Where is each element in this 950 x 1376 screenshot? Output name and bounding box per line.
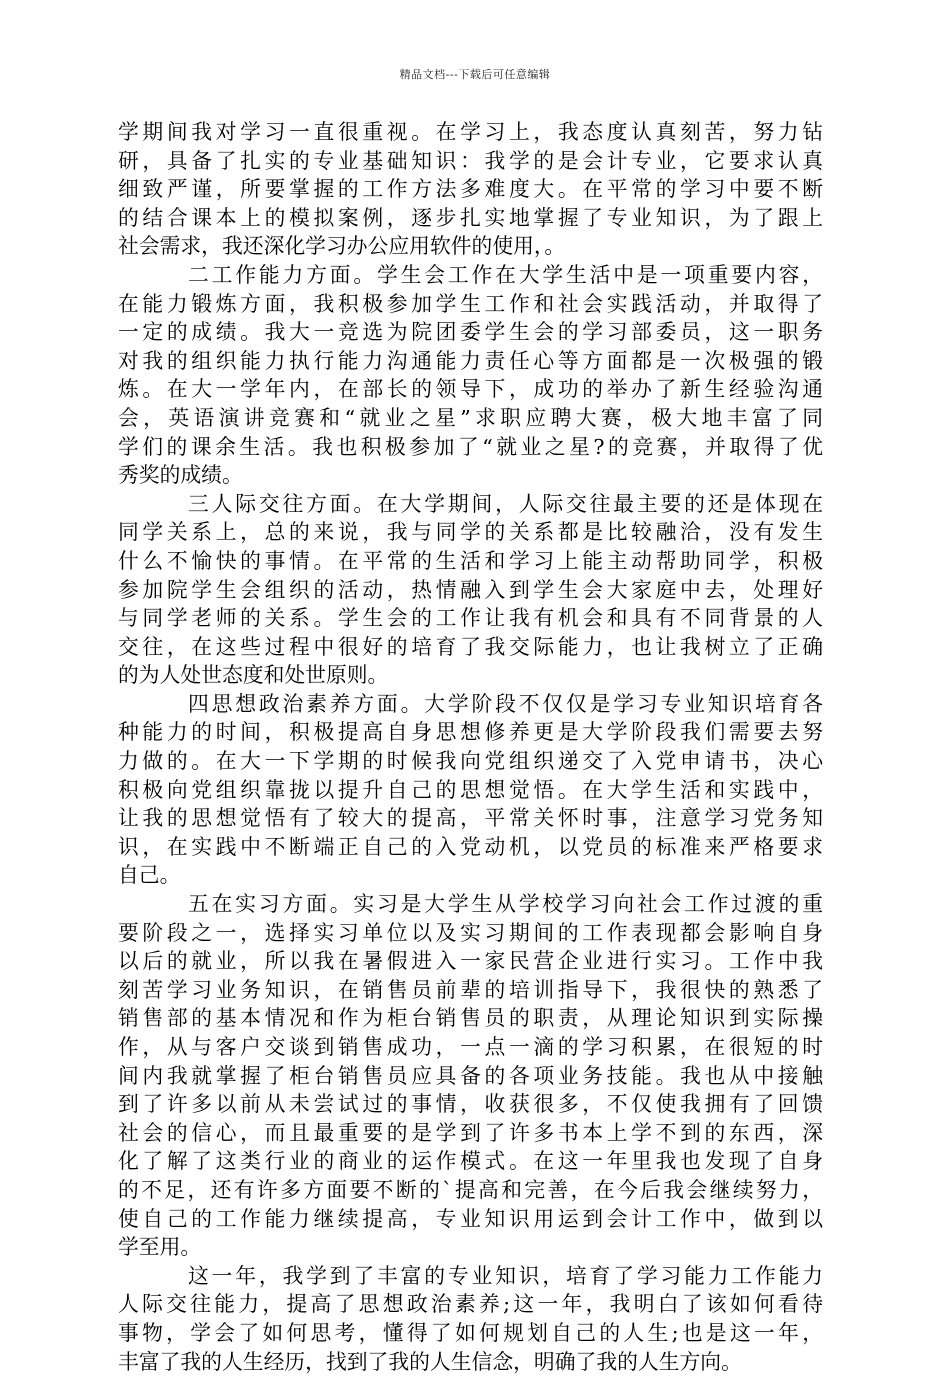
text-line: 这一年，我学到了丰富的专业知识，培育了学习能力工作能力 (188, 1263, 823, 1288)
body-text (118, 118, 823, 1376)
text-line: 一定的成绩。我大一竞选为院团委学生会的学习部委员，这一职务 (118, 320, 823, 345)
text-line: 事物，学会了如何思考，懂得了如何规划自己的人生;也是这一年， (118, 1320, 823, 1345)
text-line: 的结合课本上的模拟案例，逐步扎实地掌握了专业知识，为了跟上 (118, 205, 823, 230)
text-line: 的不足，还有许多方面要不断的`提高和完善，在今后我会继续努力， (118, 1177, 823, 1202)
text-line: 力做的。在大一下学期的时候我向党组织递交了入党申请书，决心 (118, 749, 823, 774)
text-line: 化了解了这类行业的商业的运作模式。在这一年里我也发现了自身 (118, 1149, 823, 1174)
text-line: 要阶段之一，选择实习单位以及实习期间的工作表现都会影响自身 (118, 920, 823, 945)
text-line: 三人际交往方面。在大学期间，人际交往最主要的还是体现在 (188, 491, 823, 516)
text-line: 刻苦学习业务知识，在销售员前辈的培训指导下，我很快的熟悉了 (118, 977, 823, 1002)
text-line: 学们的课余生活。我也积极参加了“就业之星?的竞赛，并取得了优 (118, 434, 823, 459)
text-line: 会，英语演讲竞赛和“就业之星”求职应聘大赛，极大地丰富了同 (118, 405, 823, 430)
text-line: 让我的思想觉悟有了较大的提高，平常关怀时事，注意学习党务知 (118, 806, 823, 831)
text-line: 自己。 (118, 863, 181, 888)
text-line: 种能力的时间，积极提高自身思想修养更是大学阶段我们需要去努 (118, 720, 823, 745)
text-line: 作，从与客户交谈到销售成功，一点一滴的学习积累，在很短的时 (118, 1035, 823, 1059)
text-line: 参加院学生会组织的活动，热情融入到学生会大家庭中去，处理好 (118, 577, 823, 602)
text-line: 对我的组织能力执行能力沟通能力责任心等方面都是一次极强的锻 (118, 348, 823, 373)
text-line: 二工作能力方面。学生会工作在大学生活中是一项重要内容， (188, 262, 823, 287)
text-line: 积极向党组织靠拢以提升自己的思想觉悟。在大学生活和实践中， (118, 777, 823, 802)
text-line: 四思想政治素养方面。大学阶段不仅仅是学习专业知识培育各 (188, 691, 823, 716)
text-line: 与同学老师的关系。学生会的工作让我有机会和具有不同背景的人 (118, 606, 823, 631)
text-line: 社会需求，我还深化学习办公应用软件的使用，。 (118, 234, 566, 259)
text-line: 人际交往能力，提高了思想政治素养;这一年，我明白了该如何看待 (118, 1292, 823, 1317)
text-line: 研，具备了扎实的专业基础知识：我学的是会计专业，它要求认真 (118, 148, 823, 173)
page-header: 精品文档---下载后可任意编辑 (399, 68, 551, 81)
text-line: 社会的信心，而且最重要的是学到了许多书本上学不到的东西，深 (118, 1120, 823, 1145)
text-line: 秀奖的成绩。 (118, 463, 243, 488)
text-line: 五在实习方面。实习是大学生从学校学习向社会工作过渡的重 (188, 892, 823, 917)
text-line: 丰富了我的人生经历，找到了我的人生信念，明确了我的人生方向。 (118, 1349, 742, 1374)
text-line: 学至用。 (118, 1235, 202, 1260)
text-line: 学期间我对学习一直很重视。在学习上，我态度认真刻苦，努力钻 (118, 120, 823, 144)
text-line: 在能力锻炼方面，我积极参加学生工作和社会实践活动，并取得了 (118, 291, 823, 316)
text-line: 识，在实践中不断端正自己的入党动机，以党员的标准来严格要求 (118, 834, 823, 859)
text-line: 间内我就掌握了柜台销售员应具备的各项业务技能。我也从中接触 (118, 1063, 823, 1088)
text-line: 使自己的工作能力继续提高，专业知识用运到会计工作中，做到以 (118, 1206, 823, 1231)
text-line: 什么不愉快的事情。在平常的生活和学习上能主动帮助同学，积极 (118, 548, 823, 573)
text-line: 以后的就业，所以我在暑假进入一家民营企业进行实习。工作中我 (118, 949, 823, 974)
text-line: 的为人处世态度和处世原则。 (118, 663, 389, 688)
text-line: 细致严谨，所要掌握的工作方法多难度大。在平常的学习中要不断 (118, 177, 823, 202)
text-line: 到了许多以前从未尝试过的事情，收获很多，不仅使我拥有了回馈 (118, 1092, 823, 1117)
text-line: 同学关系上，总的来说，我与同学的关系都是比较融洽，没有发生 (118, 520, 823, 545)
text-line: 交往，在这些过程中很好的培育了我交际能力，也让我树立了正确 (118, 634, 823, 659)
text-line: 销售部的基本情况和作为柜台销售员的职责，从理论知识到实际操 (118, 1006, 823, 1031)
text-line: 炼。在大一学年内，在部长的领导下，成功的举办了新生经验沟通 (118, 377, 823, 402)
